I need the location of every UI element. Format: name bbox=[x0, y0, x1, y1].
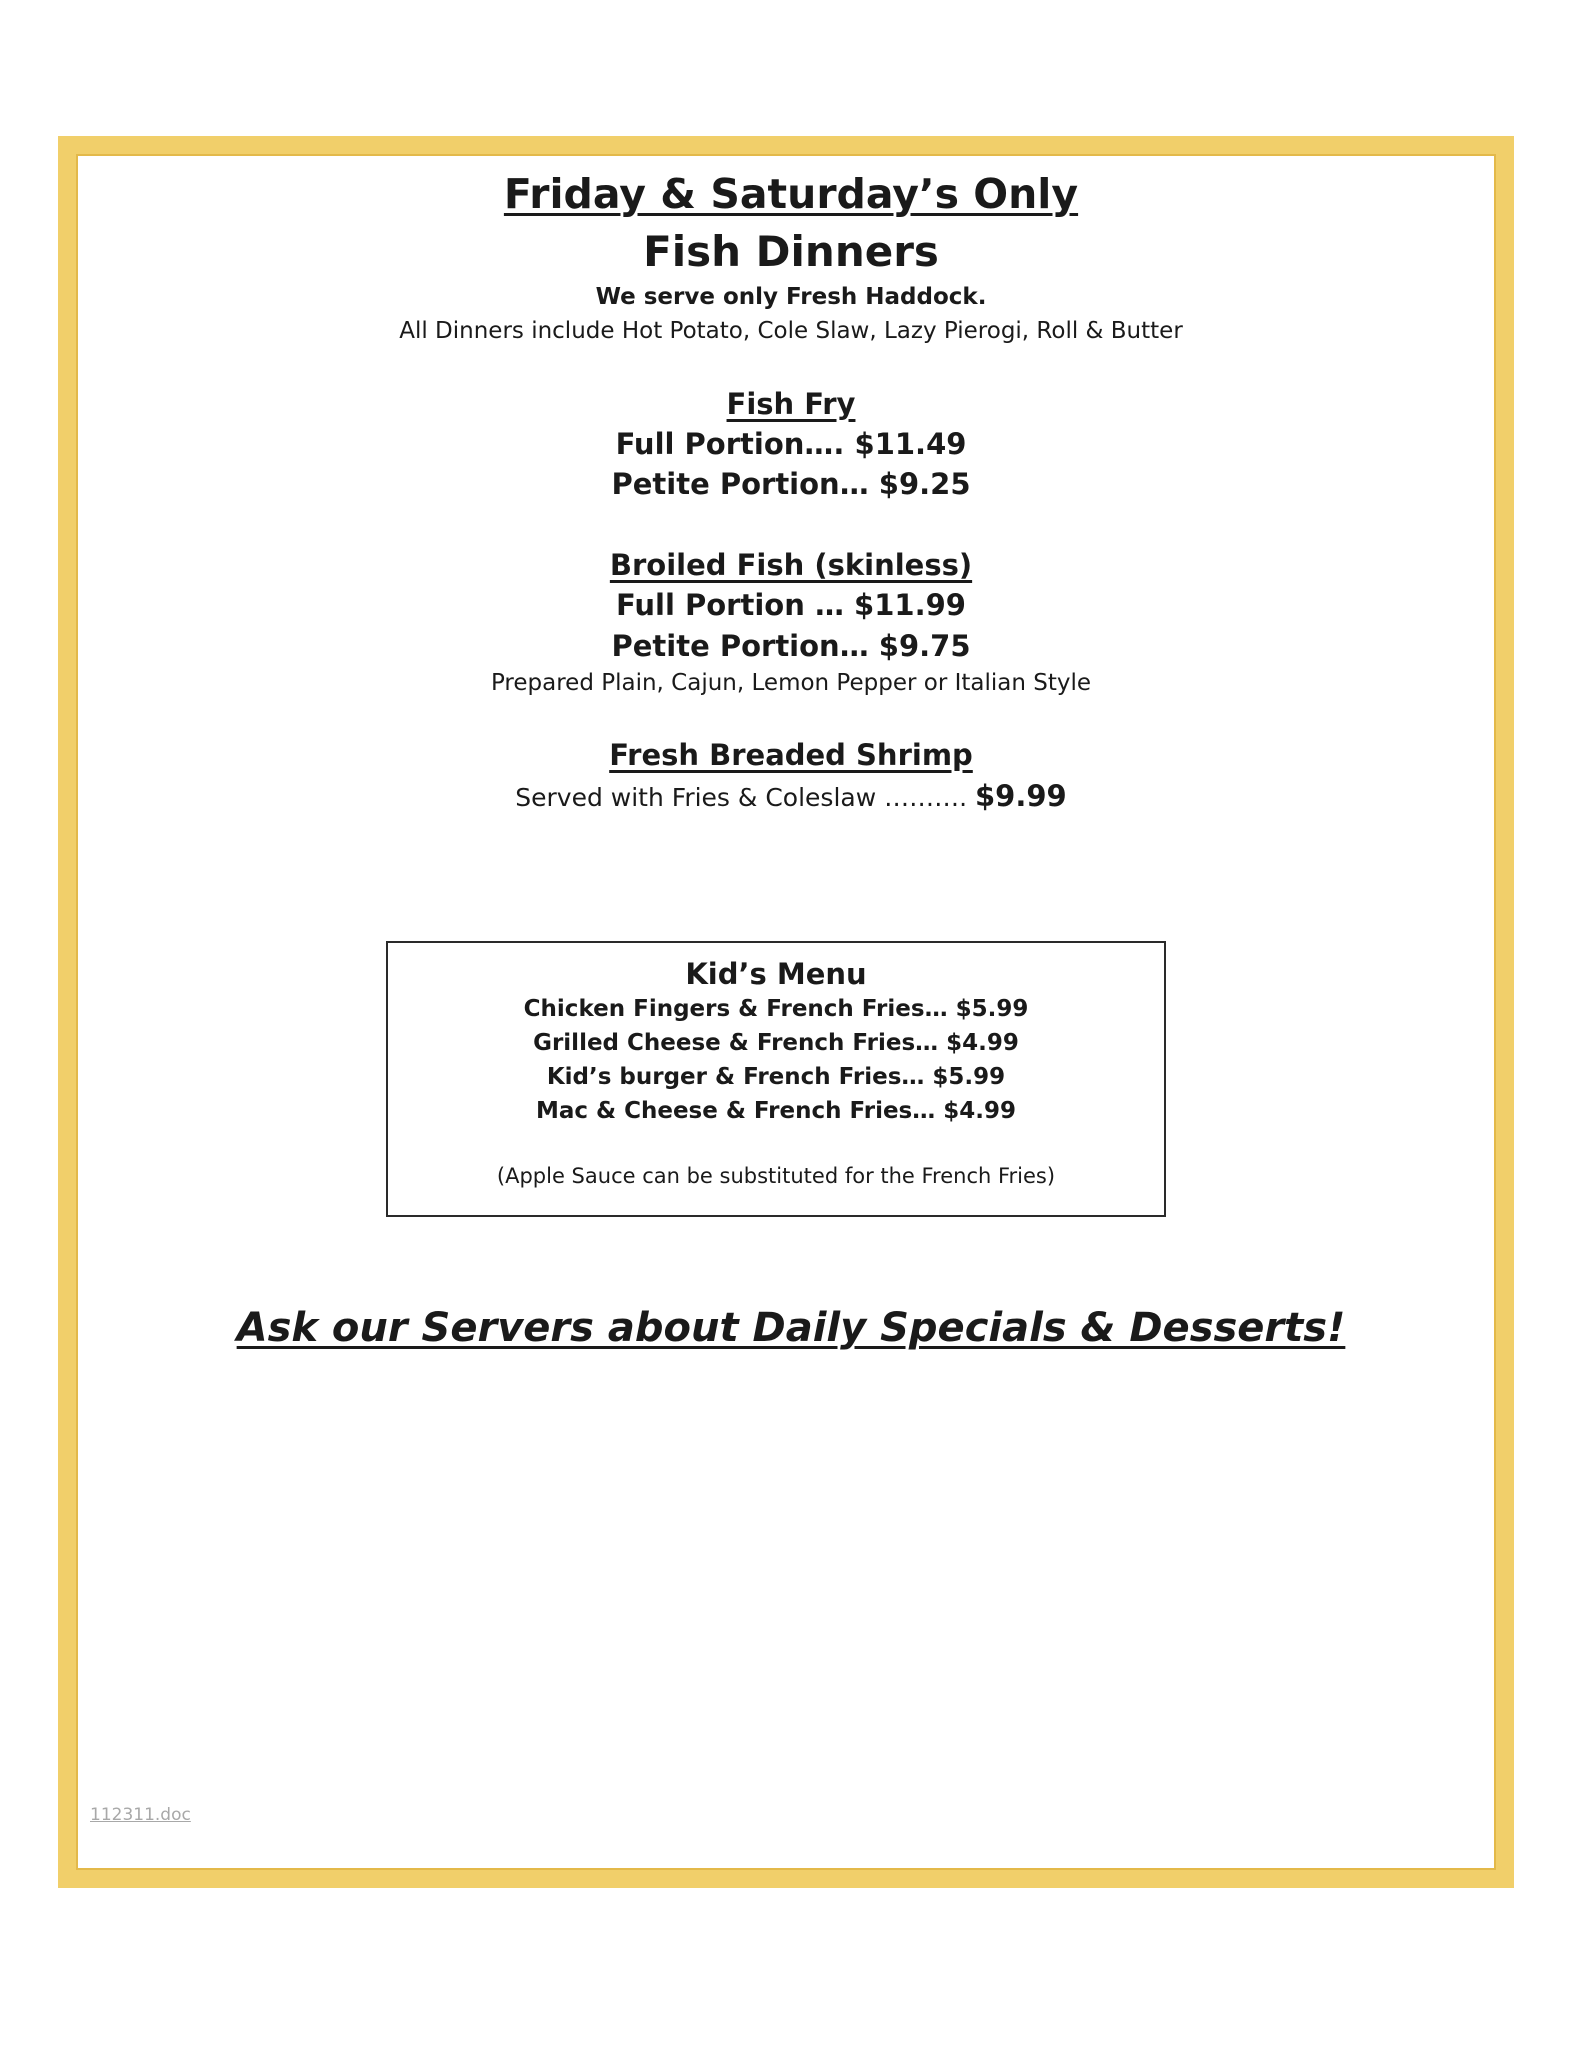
broiled-fish-heading: Broiled Fish (skinless) bbox=[609, 548, 973, 582]
menu-title: Friday & Saturday’s Only bbox=[503, 170, 1079, 218]
kids-menu-item: Mac & Cheese & French Fries… $4.99 bbox=[535, 1098, 1016, 1124]
fish-fry-petite-price: Petite Portion… $9.25 bbox=[611, 467, 971, 501]
broiled-styles: Prepared Plain, Cajun, Lemon Pepper or Italian Style bbox=[490, 670, 1092, 696]
shrimp-line bbox=[0, 779, 1582, 813]
kids-menu-note: (Apple Sauce can be substituted for the French Fries) bbox=[496, 1164, 1056, 1188]
menu-tagline: We serve only Fresh Haddock. bbox=[595, 284, 987, 310]
fish-fry-heading: Fish Fry bbox=[726, 387, 856, 421]
kids-menu-item: Grilled Cheese & French Fries… $4.99 bbox=[533, 1030, 1019, 1056]
shrimp-description: Served with Fries & Coleslaw ………. bbox=[515, 783, 968, 812]
broiled-full-price: Full Portion … $11.99 bbox=[616, 588, 966, 622]
kids-menu-item: Kid’s burger & French Fries… $5.99 bbox=[546, 1064, 1006, 1090]
document-reference: 112311.doc bbox=[90, 1805, 191, 1825]
broiled-petite-price: Petite Portion… $9.75 bbox=[611, 629, 971, 663]
kids-menu-heading: Kid’s Menu bbox=[685, 957, 867, 991]
menu-subtitle: Fish Dinners bbox=[643, 227, 939, 276]
kids-menu-item: Chicken Fingers & French Fries… $5.99 bbox=[523, 996, 1029, 1022]
specials-callout: Ask our Servers about Daily Specials & Desserts! bbox=[236, 1305, 1346, 1351]
fish-fry-full-price: Full Portion…. $11.49 bbox=[615, 427, 967, 461]
shrimp-heading: Fresh Breaded Shrimp bbox=[609, 738, 973, 772]
menu-includes: All Dinners include Hot Potato, Cole Slaw, Lazy Pierogi, Roll & Butter bbox=[399, 318, 1183, 344]
shrimp-price: $9.99 bbox=[975, 779, 1067, 813]
